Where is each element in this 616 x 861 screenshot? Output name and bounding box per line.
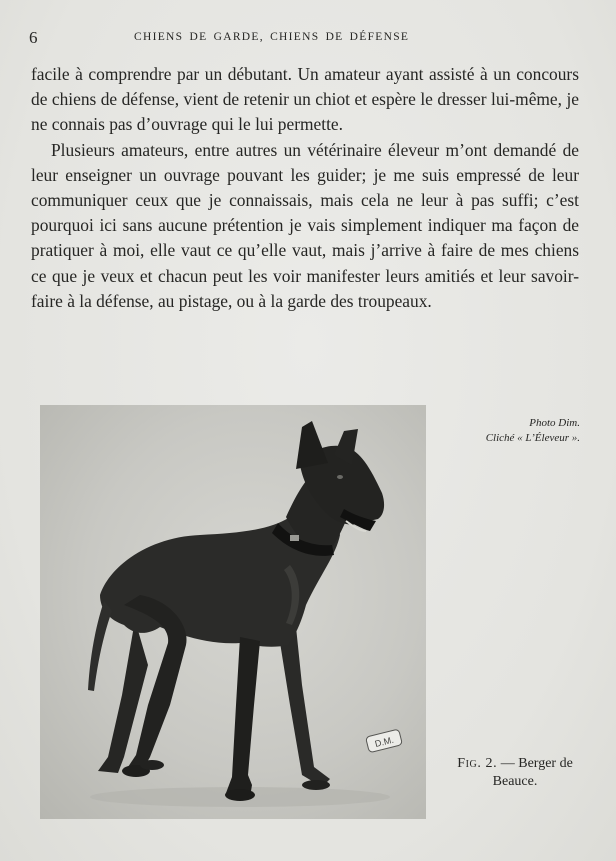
cliche-credit-line: Cliché « L’Éleveur ». (485, 432, 580, 444)
figure-caption (440, 755, 590, 791)
dog-photograph (40, 405, 426, 819)
body-text (31, 62, 579, 314)
paragraph-continued: facile à comprendre par un débutant. Un amateur ayant assisté à un concours de chiens de défense, vient de retenir un chiot et espère le dresser lui-même, je ne connais pas d’ouvrage qui le lui permette. (31, 64, 579, 135)
photo-signature: D.M. (373, 734, 395, 749)
figure-label: Fig. 2. (457, 756, 498, 771)
running-head (0, 28, 616, 50)
berger-de-beauce-image (40, 405, 426, 819)
paragraph: Plusieurs amateurs, entre autres un vétérinaire éleveur m’ont demandé de leur enseigner un ouvrage pouvant les guider; je me suis empressé de leur communiquer ceux que je connaissais, mais cela ne leur à pas suffi; c’est pourquoi ici sans aucune prétention je vais simplement indiquer ma façon de pratiquer à moi, elle vaut ce qu’elle vaut, mais j’arrive à faire de mes chiens ce que je veux et chacun peut les voir manifester leurs amitiés et leur savoir-faire à la défense, au pistage, ou à la garde des troupeaux. (31, 139, 579, 311)
running-title: CHIENS DE GARDE, CHIENS DE DÉFENSE (134, 31, 410, 43)
page-number: 6 (29, 28, 38, 47)
figure-caption-text: — Berger de Beauce. (492, 756, 573, 789)
photo-credit-line: Photo Dim. (529, 417, 580, 429)
photo-credit (486, 416, 580, 446)
